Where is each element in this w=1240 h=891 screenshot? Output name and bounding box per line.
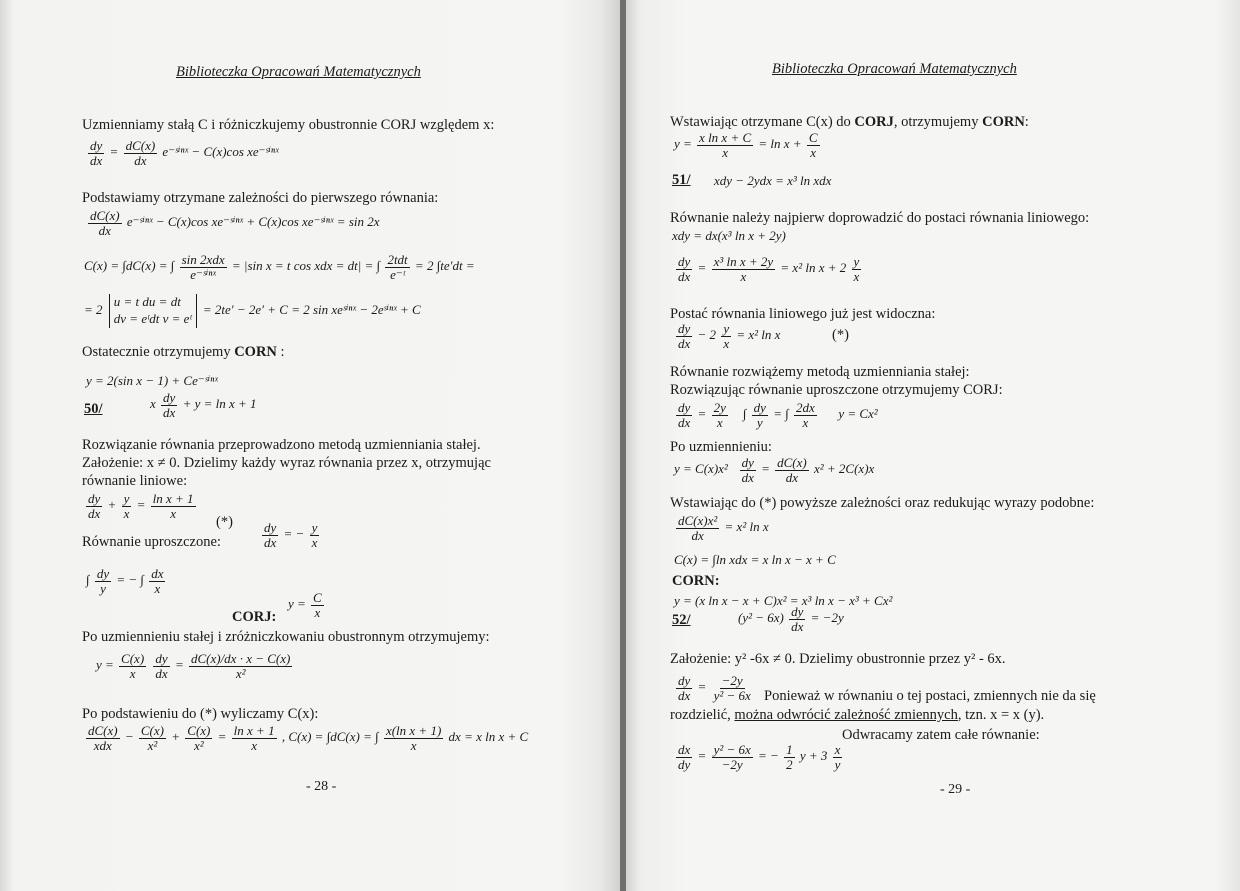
star-marker: (*) xyxy=(216,514,233,530)
exercise-51-number: 51/ xyxy=(672,172,691,188)
intro-text: Uzmienniamy stałą C i różniczkujemy obustronnie CORJ względem x: xyxy=(82,117,495,133)
right-equation-11: $\frac{dx}{dy}$ = $\frac{\text{y² − 6x}}{-2y}$ = − $\frac{1}{2}$ y + 3 $\frac{x}{y}$ xyxy=(678,742,841,772)
reduce-text: Wstawiając do (*) powyższe zależności oraz redukując wyrazy podobne: xyxy=(670,495,1095,511)
exercise-51-equation: xdy − 2ydx = x³ ln xdx xyxy=(714,173,832,188)
equation-1: $\frac{dy}{dx}$ = $\frac{dC(x)}{dx}$ e⁻ˢⁱⁿˣ − C(x)cos xe⁻ˢⁱⁿˣ xyxy=(90,138,279,168)
right-intro-text: Wstawiając otrzymane C(x) do CORJ, otrzymujemy CORN: xyxy=(670,114,1029,130)
right-equation-9: y = (x ln x − x + C)x² = x³ ln x − x³ + Cx² xyxy=(674,593,893,608)
simplified-text: Rozwiązując równanie uproszczone otrzymujemy CORJ: xyxy=(670,382,1003,398)
right-equation-7: $\frac{\text{dC(x)x²}}{dx}$ = x² ln x xyxy=(678,513,769,543)
equation-9: y = $\frac{C(x)}{x}$ $\frac{dy}{dx}$ = $\frac{dC(x)/dx \cdot x - C(x)}{\text{x²}}$ xyxy=(96,651,291,681)
right-equation-1: y = $\frac{\text{x ln x + C}}{x}$ = ln x + $\frac{C}{x}$ xyxy=(674,130,818,160)
right-page xyxy=(626,0,1240,891)
invert-text: Odwracamy zatem całe równanie: xyxy=(842,727,1040,743)
since-text: Ponieważ w równaniu o tej postaci, zmiennych nie da się xyxy=(764,688,1096,704)
simplified-label: Równanie uproszczone: xyxy=(82,534,221,550)
equation-5: y = 2(sin x − 1) + Ce⁻ˢⁱⁿˣ xyxy=(86,373,218,388)
header-right: Biblioteczka Opracowań Matematycznych xyxy=(772,61,1017,77)
variation-text: Po uzmiennieniu stałej i zróżniczkowaniu obustronnym otrzymujemy: xyxy=(82,629,490,645)
right-equation-4: $\frac{dy}{dx}$ − 2 $\frac{y}{x}$ = x² ln x xyxy=(678,321,781,351)
right-equation-6: y = C(x)x² $\frac{dy}{dx}$ = $\frac{dC(x)}{dx}$ x² + 2C(x)x xyxy=(674,455,875,485)
exercise-52-equation: (y² − 6x) $\frac{dy}{dx}$ = −2y xyxy=(738,604,844,634)
solve-line-2: Założenie: x ≠ 0. Dzielimy każdy wyraz równania przez x, otrzymując xyxy=(82,455,491,471)
exercise-50-number: 50/ xyxy=(84,401,103,417)
page-number-29: - 29 - xyxy=(940,782,971,797)
substitute-star-text: Po podstawieniu do (*) wyliczamy C(x): xyxy=(82,706,319,722)
equation-8: ∫ $\frac{dy}{y}$ = − ∫ $\frac{dx}{x}$ xyxy=(86,566,164,596)
equation-6: $\frac{dy}{dx}$ + $\frac{y}{x}$ = $\frac{\text{ln x + 1}}{x}$ xyxy=(88,491,194,521)
assumption-text: Założenie: y² -6x ≠ 0. Dzielimy obustronnie przez y² - 6x. xyxy=(670,651,1006,667)
equation-3: C(x) = ∫dC(x) = ∫ $\frac{\text{sin 2xdx}}{\text{e⁻ˢⁱⁿˣ}}$ = |sin x = t cos xdx = dt| = ∫ $\frac{\text{2tdt}}{\text{e⁻ᵗ}}$ = 2 ∫te′dt = xyxy=(84,252,475,282)
final-text: Ostatecznie otrzymujemy CORN : xyxy=(82,344,285,360)
page-number-28: - 28 - xyxy=(306,779,337,794)
method-text: Równanie rozwiążemy metodą uzmienniania stałej: xyxy=(670,364,970,380)
corj-equation: y = $\frac{C}{x}$ xyxy=(288,590,322,620)
right-equation-5: $\frac{dy}{dx}$ = $\frac{2y}{x}$ ∫ $\frac{dy}{y}$ = ∫ $\frac{2dx}{x}$ y = Cx² xyxy=(678,400,878,430)
equation-2: $\frac{dC(x)}{dx}$ e⁻ˢⁱⁿˣ − C(x)cos xe⁻ˢⁱⁿˣ + C(x)cos xe⁻ˢⁱⁿˣ = sin 2x xyxy=(90,208,380,238)
exercise-52-number: 52/ xyxy=(672,612,691,628)
solve-line-3: równanie liniowe: xyxy=(82,473,188,489)
substitute-text: Podstawiamy otrzymane zależności do pierwszego równania: xyxy=(82,190,439,206)
right-star-marker: (*) xyxy=(832,327,849,343)
linear-form-text: Równanie należy najpierw doprowadzić do postaci równania liniowego: xyxy=(670,210,1090,226)
variation-label: Po uzmiennieniu: xyxy=(670,439,772,455)
equation-10: $\frac{dC(x)}{\text{xdx}}$ − $\frac{C(x)}{\text{x²}}$ + $\frac{C(x)}{\text{x²}}$ = $\frac{\text{ln x + 1}}{x}$ , C(x) = ∫dC(x) = ∫ $\frac{\text{x(ln x + 1)}}{x}$ dx = x ln x + C xyxy=(88,723,529,753)
since-line-2: rozdzielić, można odwrócić zależność zmiennych, tzn. x = x (y). xyxy=(670,707,1045,723)
right-equation-10: $\frac{dy}{dx}$ = $\frac{-2y}{\text{y² − 6x}}$ xyxy=(678,673,751,703)
right-equation-2: xdy = dx(x³ ln x + 2y) xyxy=(672,228,786,243)
right-equation-8: C(x) = ∫ln xdx = x ln x − x + C xyxy=(674,552,836,567)
corn-label: CORN: xyxy=(672,573,720,589)
header-left: Biblioteczka Opracowań Matematycznych xyxy=(176,64,421,80)
exercise-50-equation: x $\frac{dy}{dx}$ + y = ln x + 1 xyxy=(150,390,257,420)
right-equation-3: $\frac{dy}{dx}$ = $\frac{\text{x³ ln x + 2y}}{x}$ = x² ln x + 2 $\frac{y}{x}$ xyxy=(678,254,860,284)
equation-7: $\frac{dy}{dx}$ = − $\frac{y}{x}$ xyxy=(264,520,318,550)
corj-label: CORJ: xyxy=(232,609,277,625)
equation-4: = 2 u = t du = dt dv = eᵗdt v = eᵗ = 2te′ − 2e′ + C = 2 sin xeˢⁱⁿˣ − 2eˢⁱⁿˣ + C xyxy=(84,294,421,326)
solve-line-1: Rozwiązanie równania przeprowadzono metodą uzmienniania stałej. xyxy=(82,437,481,453)
visible-form-text: Postać równania liniowego już jest widoczna: xyxy=(670,306,936,322)
